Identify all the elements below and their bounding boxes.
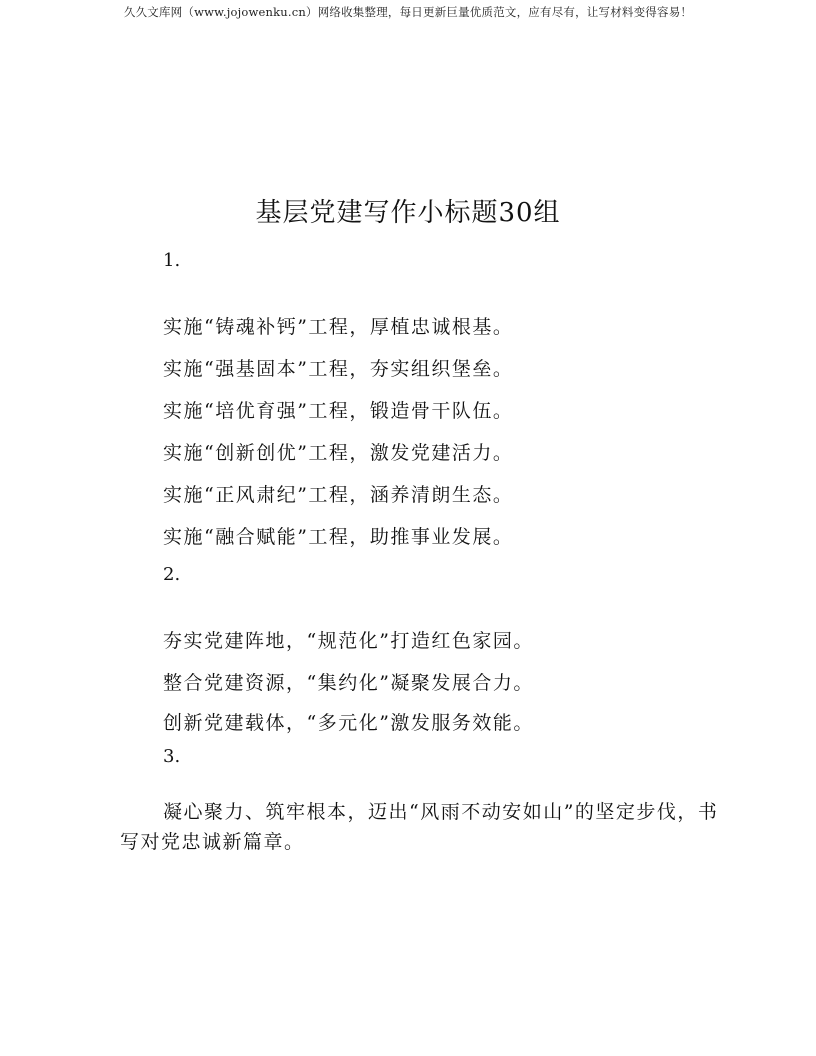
section-number-3: 3. bbox=[163, 746, 181, 767]
section-1-line-6: 实施“融合赋能”工程，助推事业发展。 bbox=[163, 526, 514, 548]
section-1-line-4: 实施“创新创优”工程，激发党建活力。 bbox=[163, 442, 514, 464]
header-banner: 久久文库网（www.jojowenku.cn）网络收集整理，每日更新巨量优质范文，应有尽有，让写材料变得容易！ bbox=[123, 5, 693, 19]
section-2-line-1: 夯实党建阵地，“规范化”打造红色家园。 bbox=[163, 630, 534, 652]
section-2-line-3: 创新党建载体，“多元化”激发服务效能。 bbox=[163, 712, 534, 734]
section-1-line-1: 实施“铸魂补钙”工程，厚植忠诚根基。 bbox=[163, 316, 514, 338]
document-title: 基层党建写作小标题30组 bbox=[255, 198, 561, 228]
section-1-line-5: 实施“正风肃纪”工程，涵养清朗生态。 bbox=[163, 484, 514, 506]
section-2-line-2: 整合党建资源，“集约化”凝聚发展合力。 bbox=[163, 672, 534, 694]
section-number-1: 1. bbox=[163, 250, 181, 271]
section-1-line-2: 实施“强基固本”工程，夯实组织堡垒。 bbox=[163, 358, 514, 380]
section-3-paragraph: 凝心聚力、筑牢根本，迈出“风雨不动安如山”的坚定步伐，书写对党忠诚新篇章。 bbox=[120, 801, 719, 853]
section-1-line-3: 实施“培优育强”工程，锻造骨干队伍。 bbox=[163, 400, 514, 422]
section-number-2: 2. bbox=[163, 564, 181, 585]
